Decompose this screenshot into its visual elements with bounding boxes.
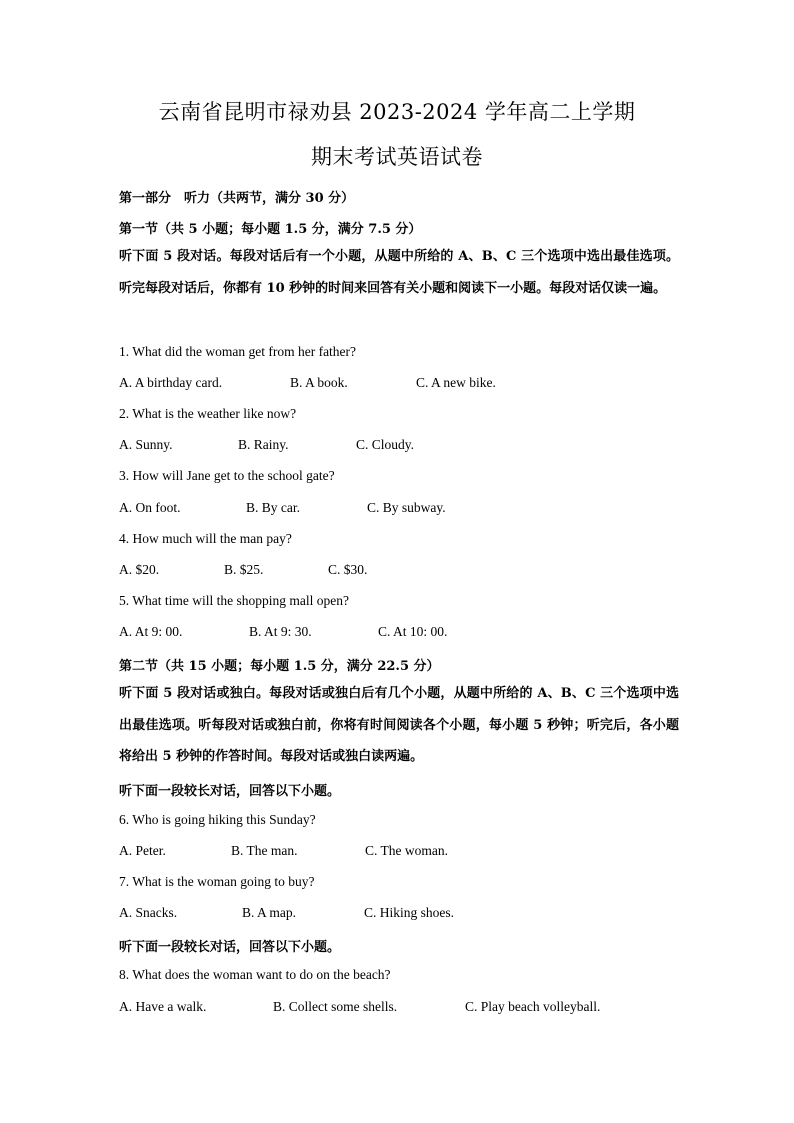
q1-option-b: B. A book. xyxy=(290,375,348,390)
q3-option-a: A. On foot. xyxy=(119,500,181,515)
question-1: 1. What did the woman get from her father? xyxy=(119,344,357,359)
q7-option-b: B. A map. xyxy=(242,905,297,920)
question-3: 3. How will Jane get to the school gate? xyxy=(119,468,335,483)
q8-option-b: B. Collect some shells. xyxy=(273,999,398,1014)
q5-option-a: A. At 9: 00. xyxy=(119,624,183,639)
q3-option-b: B. By car. xyxy=(246,500,300,515)
question-4: 4. How much will the man pay? xyxy=(119,531,292,546)
question-8: 8. What does the woman want to do on the beach? xyxy=(119,967,391,982)
question-7: 7. What is the woman going to buy? xyxy=(119,874,315,889)
q4-option-a: A. $20. xyxy=(119,562,160,577)
q6-option-a: A. Peter. xyxy=(119,843,166,858)
q8-option-a: A. Have a walk. xyxy=(119,999,207,1014)
part1-heading: 第一部分 听力（共两节，满分 30 分） xyxy=(119,191,355,206)
title-line-2: 期末考试英语试卷 xyxy=(311,145,483,169)
q3-option-c: C. By subway. xyxy=(367,500,446,515)
q4-option-c: C. $30. xyxy=(328,562,368,577)
section1-instructions: 听下面 5 段对话。每段对话后有一个小题，从题中所给的 A、B、C 三个选项中选出最佳选项。听完每段对话后，你都有 10 秒钟的时间来回答有关小题和阅读下一小题。每段对话仅读一遍。 xyxy=(119,249,679,296)
q5-option-b: B. At 9: 30. xyxy=(249,624,312,639)
q7-option-c: C. Hiking shoes. xyxy=(364,905,455,920)
dialog-intro-2: 听下面一段较长对话，回答以下小题。 xyxy=(119,940,341,955)
q5-option-c: C. At 10: 00. xyxy=(378,624,448,639)
q1-option-c: C. A new bike. xyxy=(416,375,496,390)
q2-option-a: A. Sunny. xyxy=(119,437,173,452)
q2-option-c: C. Cloudy. xyxy=(356,437,415,452)
q7-option-a: A. Snacks. xyxy=(119,905,178,920)
question-5: 5. What time will the shopping mall open? xyxy=(119,593,349,608)
section1-heading: 第一节（共 5 小题；每小题 1.5 分，满分 7.5 分） xyxy=(119,222,422,237)
q2-option-b: B. Rainy. xyxy=(238,437,289,452)
q4-option-b: B. $25. xyxy=(224,562,264,577)
q6-option-c: C. The woman. xyxy=(365,843,448,858)
q1-option-a: A. A birthday card. xyxy=(119,375,223,390)
question-6: 6. Who is going hiking this Sunday? xyxy=(119,812,316,827)
section2-heading: 第二节（共 15 小题；每小题 1.5 分，满分 22.5 分） xyxy=(119,659,440,674)
question-2: 2. What is the weather like now? xyxy=(119,406,297,421)
q6-option-b: B. The man. xyxy=(231,843,298,858)
title-line-1: 云南省昆明市禄劝县 2023-2024 学年高二上学期 xyxy=(158,100,636,124)
section2-instructions: 听下面 5 段对话或独白。每段对话或独白后有几个小题，从题中所给的 A、B、C 三个选项中选出最佳选项。听每段对话或独白前，你将有时间阅读各个小题，每小题 5 秒钟；听完后，各小题将给出 5 秒钟的作答时间。每段对话或独白读两遍。 xyxy=(119,686,679,764)
q8-option-c: C. Play beach volleyball. xyxy=(465,999,601,1014)
dialog-intro-1: 听下面一段较长对话，回答以下小题。 xyxy=(119,784,341,799)
